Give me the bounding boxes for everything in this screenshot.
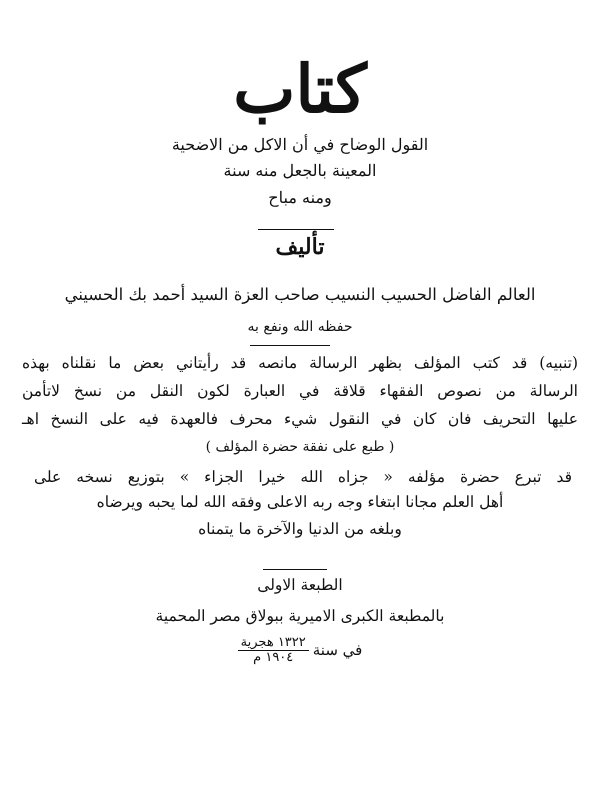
print-note: ( طبع على نفقة حضرة المؤلف ) [205, 439, 395, 455]
author-line: العالم الفاضل الحسيب النسيب صاحب العزة السيد أحمد بك الحسيني [64, 285, 536, 304]
publication-date [0, 636, 600, 664]
subtitle-line-2: المعينة بالجعل منه سنة [223, 161, 377, 180]
author-blessing: حفظه الله ونفع به [247, 319, 353, 335]
subtitle-line-1: القول الوضاح في أن الاكل من الاضحية [171, 135, 429, 154]
donation-line-1: قد تبرع حضرة مؤلفه « جزاه الله خيرا الجزاء » بتوزيع نسخه على [34, 468, 572, 486]
divider-rule-3 [263, 569, 327, 570]
date-prefix: في سنة [312, 641, 363, 660]
donation-line-3: وبلغه من الدنيا والآخرة ما يتمناه [198, 520, 402, 538]
book-title: كتاب [233, 50, 367, 128]
subtitle-line-3: ومنه مباح [268, 188, 332, 207]
press-name: بالمطبعة الكبرى الاميرية ببولاق مصر المحمية [155, 607, 445, 625]
note-line-1: (تنبيه) قد كتب المؤلف بظهر الرسالة مانصه قد رأيتاني بعض ما نقلناه بهذه [22, 354, 578, 372]
divider-rule-1 [258, 229, 334, 230]
note-line-3: عليها التحريف فان كان في النقول شيء محرف فالعهدة فيه على النسخ اهـ [22, 410, 578, 428]
author-label: تأليف [275, 234, 325, 260]
date-block [238, 636, 309, 664]
date-hijri: ١٣٢٢ هجرية [238, 636, 309, 651]
donation-line-2: أهل العلم مجانا ابتغاء وجه ربه الاعلى وفقه الله لما يحبه ويرضاه [96, 493, 504, 511]
note-line-2: الرسالة من نصوص الفقهاء قلاقة في العبارة لكون النقل من نسخ لاتأمن [22, 382, 578, 400]
divider-rule-2 [250, 345, 330, 346]
edition-label: الطبعة الاولى [257, 576, 343, 594]
date-gregorian: ١٩٠٤ م [253, 649, 294, 665]
